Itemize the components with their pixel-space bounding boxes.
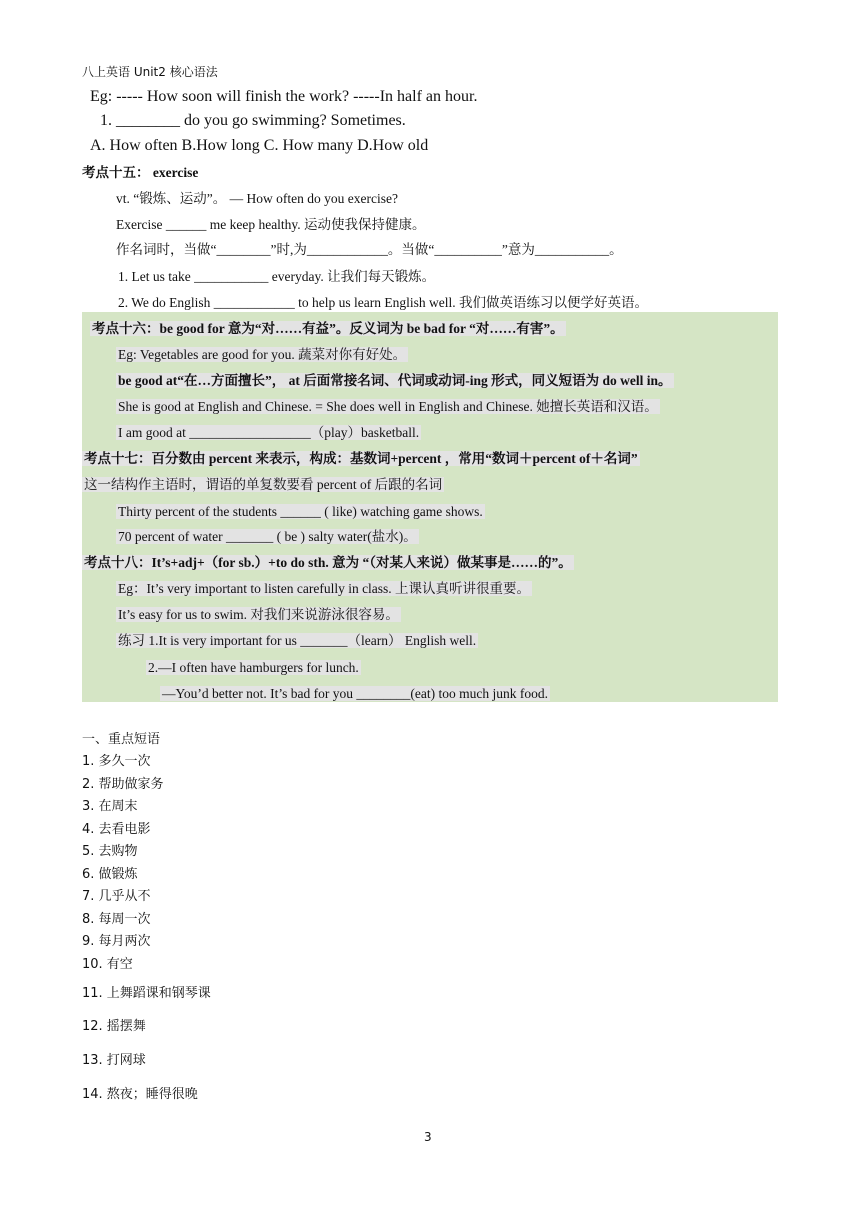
k18-title: [82, 554, 574, 572]
intro-example: Eg: ----- How soon will finish the work? -----In half an hour.: [90, 88, 478, 105]
k17-exercise-2-text: 70 percent of water _______ ( be ) salty water(盐水)。: [118, 529, 417, 544]
k16-good-at: [116, 372, 674, 390]
k17-title: [82, 450, 640, 468]
page-header: 八上英语 Unit2 核心语法: [82, 65, 218, 79]
phrase-item: 10. 有空: [82, 957, 133, 972]
k18-example-2-text: It’s easy for us to swim. 对我们来说游泳很容易。: [118, 607, 399, 622]
phrase-item: 12. 摇摆舞: [82, 1019, 146, 1034]
phrase-item: 13. 打网球: [82, 1053, 146, 1068]
phrase-item: 7. 几乎从不: [82, 889, 151, 904]
page-number: 3: [424, 1130, 432, 1144]
k18-practice-2a: [146, 659, 361, 677]
k18-example-1: [116, 580, 532, 598]
k15-noun-usage: 作名词时，当做“________”时,为____________。当做“__________”意为___________。: [116, 242, 623, 257]
phrase-item: 2. 帮助做家务: [82, 777, 164, 792]
k16-example-text: Eg: Vegetables are good for you. 蔬菜对你有好处。: [118, 347, 407, 362]
phrase-item: 6. 做锻炼: [82, 867, 138, 882]
k15-practice-1: 1. Let us take ___________ everyday. 让我们每天锻炼。: [118, 269, 436, 284]
k18-title-text: 考点十八：It’s+adj+（for sb.）+to do sth. 意为 “（对某人来说）做某事是……的”。: [84, 555, 572, 570]
k17-exercise-2: [116, 528, 419, 546]
k18-practice-2a-text: 2.—I often have hamburgers for lunch.: [148, 660, 359, 675]
phrase-item: 4. 去看电影: [82, 822, 151, 837]
k17-exercise-1: [116, 503, 485, 521]
k16-title-text: 考点十六：be good for 意为“对……有益”。反义词为 be bad for “对……有害”。: [92, 321, 564, 336]
intro-question: 1. ________ do you go swimming? Sometimes.: [100, 112, 406, 129]
phrase-item: 11. 上舞蹈课和钢琴课: [82, 986, 211, 1001]
k18-practice-1-text: 练习 1.It is very important for us _______（learn） English well.: [118, 633, 477, 648]
k16-title: [90, 320, 566, 338]
k18-practice-2b-text: —You’d better not. It’s bad for you ________(eat) too much junk food.: [162, 686, 548, 701]
k16-sentence-text: She is good at English and Chinese. = She does well in English and Chinese. 她擅长英语和汉语。: [118, 399, 658, 414]
k18-example-2: [116, 606, 401, 624]
k15-practice-2: 2. We do English ____________ to help us learn English well. 我们做英语练习以便学好英语。: [118, 295, 649, 310]
phrase-item: 14. 熬夜；睡得很晚: [82, 1087, 198, 1102]
k16-practice-text: I am good at __________________（play）basketball.: [118, 425, 420, 440]
phrase-item: 3. 在周末: [82, 799, 138, 814]
k17-rule-text: 这一结构作主语时，谓语的单复数要看 percent of 后跟的名词: [84, 477, 443, 492]
k18-practice-2b: [160, 685, 550, 703]
k16-sentence: [116, 398, 660, 416]
k15-vt: vt. “锻炼、运动”。 — How often do you exercise?: [116, 191, 398, 206]
phrase-item: 1. 多久一次: [82, 754, 151, 769]
k16-example: [116, 346, 408, 364]
k17-title-text: 考点十七：百分数由 percent 来表示，构成：基数词+percent ，常用“数词＋percent of＋名词”: [84, 451, 638, 466]
intro-options: A. How often B.How long C. How many D.How old: [90, 137, 429, 154]
phrases-title: 一、重点短语: [82, 732, 161, 747]
phrase-item: 8. 每周一次: [82, 912, 151, 927]
phrase-item: 9. 每月两次: [82, 934, 151, 949]
k15-example: Exercise ______ me keep healthy. 运动使我保持健康。: [116, 217, 426, 232]
k17-rule: [82, 476, 444, 494]
phrase-item: 5. 去购物: [82, 844, 138, 859]
k16-practice: [116, 424, 421, 442]
k18-example-1-text: Eg：It’s very important to listen carefully in class. 上课认真听讲很重要。: [118, 581, 531, 596]
k17-exercise-1-text: Thirty percent of the students ______ ( like) watching game shows.: [118, 504, 483, 519]
k15-title: 考点十五： exercise: [82, 165, 199, 180]
k18-practice-1: [116, 632, 478, 650]
k16-good-at-text: be good at“在…方面擅长”， at 后面常接名词、代词或动词-ing 形式，同义短语为 do well in。: [118, 373, 672, 388]
